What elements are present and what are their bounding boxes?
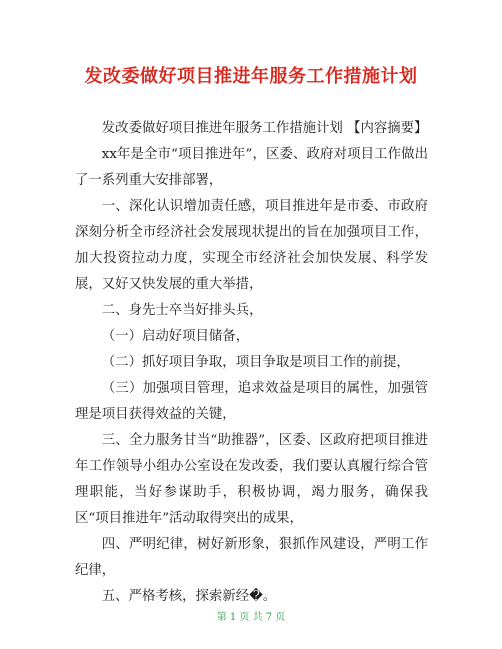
paragraph-section-4: 四、严明纪律，树好新形象，狠抓作风建设，严明工作纪律，	[75, 537, 428, 578]
paragraph-subsection-1: （一）启动好项目储备，	[101, 329, 250, 344]
paragraph-section-1: 一、深化认识增加责任感，项目推进年是市委、市政府深刻分析全市经济社会发展现状提出的旨在加强项目工作，加大投资拉动力度，实现全市经济社会加快发展、科学发展，又好又快发展的重大举措，	[75, 199, 428, 292]
paragraph-subsection-2: （二）抓好项目争取，项目争取是项目工作的前提，	[101, 355, 410, 370]
paragraph-section-2: 二、身先士卒当好排头兵，	[101, 303, 263, 318]
document-title: 发改委做好项目推进年服务工作措施计划	[84, 66, 418, 87]
paragraph-intro: xx年是全市“项目推进年”，区委、政府对项目工作做出了一系列重大安排部署，	[75, 147, 428, 188]
paragraph-section-3: 三、全力服务甘当“助推器”，区委、区政府把项目推进年工作领导小组办公室设在发改委，我们要认真履行综合管理职能，当好参谋助手，积极协调，竭力服务，确保我区“项目推进年”活动取得突出的成果，	[75, 433, 428, 526]
paragraph-subsection-3: （三）加强项目管理，追求效益是项目的属性，加强管理是项目获得效益的关键，	[75, 381, 428, 422]
page-number-footer: 第 1 页 共 7 页	[216, 612, 286, 623]
document-body	[75, 116, 428, 610]
paragraph-summary-line: 发改委做好项目推进年服务工作措施计划 【内容摘要】	[101, 121, 428, 136]
paragraph-section-5: 五、严格考核，探索新经�。	[101, 589, 277, 604]
